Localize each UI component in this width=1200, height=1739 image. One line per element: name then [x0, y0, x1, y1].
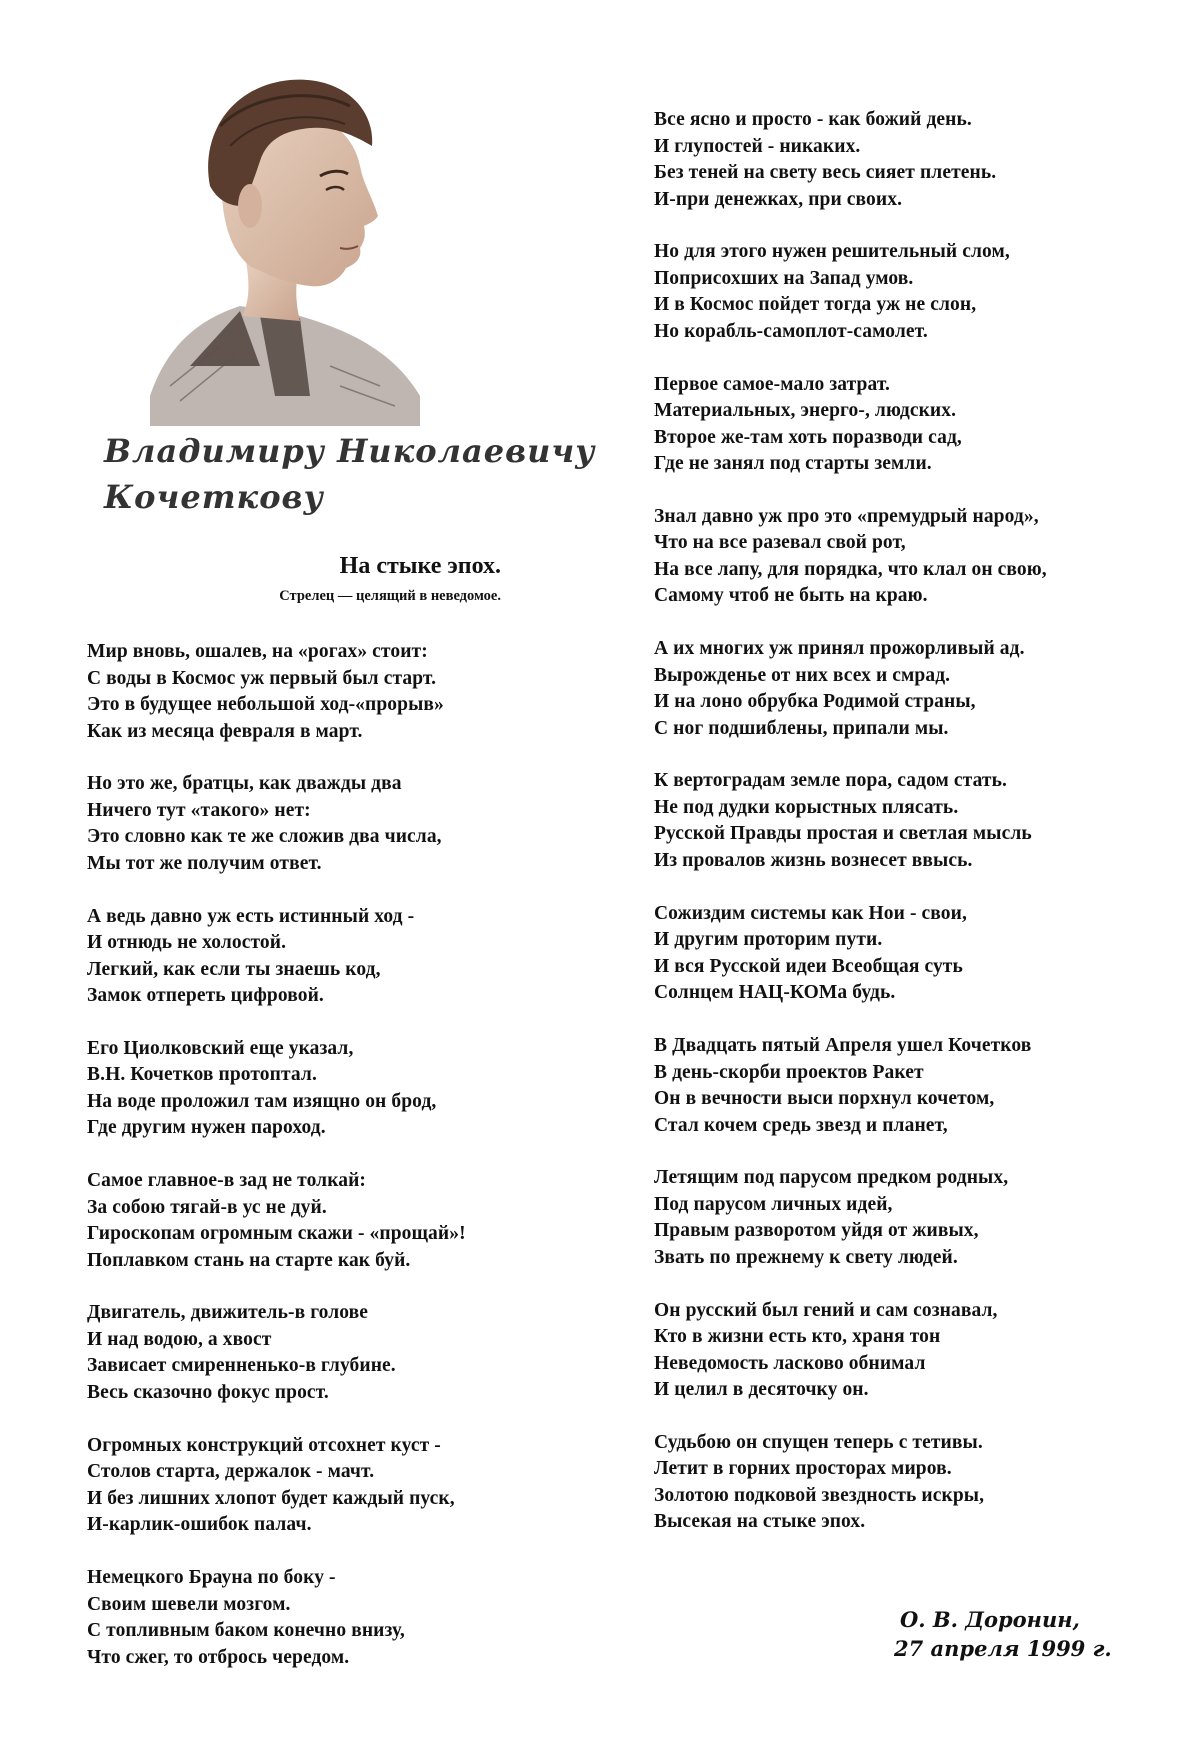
- stanza: [654, 901, 1200, 1007]
- poem-line: Высекая на стыке эпох.: [654, 1511, 866, 1533]
- poem-line: Поприсохших на Запад умов.: [654, 267, 914, 289]
- stanza: [87, 1300, 647, 1406]
- poem-line: В Двадцать пятый Апреля ушел Кочетков: [654, 1035, 1032, 1057]
- poem-line: С воды в Космос уж первый был старт.: [87, 667, 437, 689]
- stanza: [654, 1430, 1200, 1536]
- stanza: [654, 372, 1200, 478]
- poem-line: И отнюдь не холостой.: [87, 932, 287, 954]
- poem-line: К вертоградам земле пора, садом стать.: [654, 770, 1007, 792]
- poem-line: Это словно как те же сложив два числа,: [87, 826, 442, 848]
- poem-line: Солнцем НАЦ-КОМа будь.: [654, 982, 896, 1004]
- poem-line: Кто в жизни есть кто, храня тон: [654, 1326, 941, 1348]
- poem-line: Зависает смиренненько-в глубине.: [87, 1355, 396, 1377]
- signature-author: О. В. Доронин,: [900, 1607, 1080, 1632]
- poem-line: И целил в десяточку он.: [654, 1379, 869, 1401]
- poem-line: Замок отпереть цифровой.: [87, 985, 324, 1007]
- poem-right-column: [654, 107, 1200, 1562]
- poem-line: Под парусом личных идей,: [654, 1193, 893, 1215]
- poem-line: Без теней на свету весь сияет плетень.: [654, 162, 997, 183]
- poem-line: Стал кочем средь звезд и планет,: [654, 1114, 948, 1136]
- poem-line: Гироскопам огромным скажи - «прощай»!: [87, 1223, 466, 1245]
- poem-line: Но для этого нужен решительный слом,: [654, 241, 1010, 263]
- poem-line: Первое самое-мало затрат.: [654, 373, 891, 395]
- poem-line: И в Космос пойдет тогда уж не слон,: [654, 294, 977, 316]
- poem-line: Звать по прежнему к свету людей.: [654, 1246, 958, 1268]
- poem-line: И-карлик-ошибок палач.: [87, 1514, 312, 1536]
- stanza: [87, 1565, 647, 1671]
- stanza: [654, 768, 1200, 874]
- poem-line: И на лоно обрубка Родимой страны,: [654, 691, 976, 713]
- signature-date: 27 апреля 1999 г.: [894, 1636, 1112, 1661]
- poem-line: И вся Русской идеи Всеобщая суть: [654, 955, 963, 977]
- poem-title: На стыке эпох.: [339, 553, 501, 579]
- poem-line: Он русский был гений и сам сознавал,: [654, 1299, 998, 1321]
- stanza: [87, 1433, 647, 1539]
- stanza: [87, 1036, 647, 1142]
- poem-line: А ведь давно уж есть истинный ход -: [87, 905, 415, 927]
- poem-line: Огромных конструкций отсохнет куст -: [87, 1434, 441, 1456]
- signature: [894, 1605, 1112, 1663]
- poem-line: Из провалов жизнь вознесет ввысь.: [654, 849, 973, 871]
- poem-line: На все лапу, для порядка, что клал он свою,: [654, 558, 1047, 580]
- poem-line: Своим шевели мозгом.: [87, 1593, 291, 1615]
- poem-line: Что на все разевал свой рот,: [654, 532, 906, 554]
- poem-line: И-при денежках, при своих.: [654, 188, 903, 210]
- poem-line: Он в вечности выси порхнул кочетом,: [654, 1088, 995, 1110]
- poem-line: С топливным баком конечно внизу,: [87, 1620, 405, 1642]
- stanza: [87, 1168, 647, 1274]
- poem-line: Но это же, братцы, как дважды два: [87, 773, 402, 795]
- poem-line: Но корабль-самоплот-самолет.: [654, 320, 928, 342]
- poem-line: И над водою, а хвост: [87, 1328, 272, 1350]
- stanza: [654, 636, 1200, 742]
- poem-line: А их многих уж принял прожорливый ад.: [654, 638, 1025, 660]
- poem-line: Ничего тут «такого» нет:: [87, 799, 311, 821]
- stanza: [87, 639, 647, 745]
- poem-line: Мир вновь, ошалев, на «рогах» стоит:: [87, 641, 428, 662]
- poem-line: Золотою подковой звездность искры,: [654, 1484, 985, 1506]
- poem-line: Это в будущее небольшой ход-«прорыв»: [87, 694, 444, 715]
- poem-line: Поплавком стань на старте как буй.: [87, 1249, 411, 1271]
- poem-line: Вырожденье от них всех и смрад.: [654, 664, 951, 686]
- poem-line: Летит в горних просторах миров.: [654, 1458, 952, 1480]
- poem-left-column: [87, 639, 647, 1697]
- poem-line: Как из месяца февраля в март.: [87, 720, 363, 742]
- poem-line: Что сжег, то отбрось чередом.: [87, 1646, 350, 1668]
- poem-line: И глупостей - никаких.: [654, 135, 861, 157]
- dedication: [104, 428, 595, 520]
- poem-line: С ног подшиблены, припали мы.: [654, 717, 949, 739]
- poem-line: Летящим под парусом предком родных,: [654, 1167, 1009, 1189]
- poem-line: Русской Правды простая и светлая мысль: [654, 823, 1032, 845]
- poem-line: Неведомость ласково обнимал: [654, 1352, 926, 1374]
- poem-subtitle: Стрелец — целящий в неведомое.: [279, 588, 501, 604]
- poem-line: Весь сказочно фокус прост.: [87, 1381, 329, 1403]
- poem-line: Материальных, энерго-, людских.: [654, 400, 957, 422]
- stanza: [654, 239, 1200, 345]
- stanza: [654, 504, 1200, 610]
- poem-line: Не под дудки корыстных плясать.: [654, 796, 959, 818]
- poem-line: Где другим нужен пароход.: [87, 1117, 326, 1139]
- stanza: [654, 1033, 1200, 1139]
- dedication-name: Владимиру Николаевичу: [104, 432, 596, 470]
- stanza: [654, 1165, 1200, 1271]
- poem-line: Знал давно уж про это «премудрый народ»,: [654, 505, 1039, 527]
- portrait-illustration: [150, 66, 420, 426]
- poem-line: Самому чтоб не быть на краю.: [654, 585, 928, 607]
- poem-line: В день-скорби проектов Ракет: [654, 1061, 924, 1083]
- poem-line: Немецкого Брауна по боку -: [87, 1567, 336, 1589]
- poem-line: Мы тот же получим ответ.: [87, 852, 322, 874]
- poem-line: Судьбою он спущен теперь с тетивы.: [654, 1431, 983, 1453]
- poem-line: Его Циолковский еще указал,: [87, 1037, 354, 1059]
- poem-line: Сожиздим системы как Нои - свои,: [654, 902, 967, 924]
- stanza: [87, 771, 647, 877]
- poem-line: Легкий, как если ты знаешь код,: [87, 958, 381, 980]
- poem-line: Столов старта, держалок - мачт.: [87, 1461, 375, 1483]
- poem-line: И без лишних хлопот будет каждый пуск,: [87, 1487, 455, 1509]
- poem-line: И другим проторим пути.: [654, 929, 883, 951]
- stanza: [654, 1298, 1200, 1404]
- poem-line: Правым разворотом уйдя от живых,: [654, 1220, 979, 1242]
- poem-line: Где не занял под старты земли.: [654, 453, 932, 475]
- poem-line: Все ясно и просто - как божий день.: [654, 109, 972, 130]
- stanza: [87, 904, 647, 1010]
- poem-line: Самое главное-в зад не толкай:: [87, 1170, 367, 1192]
- stanza: [654, 107, 1200, 213]
- poem-line: Второе же-там хоть поразводи сад,: [654, 426, 962, 448]
- poem-line: За собою тягай-в ус не дуй.: [87, 1196, 327, 1218]
- poem-line: На воде проложил там изящно он брод,: [87, 1090, 437, 1112]
- poem-line: В.Н. Кочетков протоптал.: [87, 1064, 317, 1086]
- dedication-surname: Кочеткову: [104, 478, 324, 516]
- poem-line: Двигатель, движитель-в голове: [87, 1302, 369, 1324]
